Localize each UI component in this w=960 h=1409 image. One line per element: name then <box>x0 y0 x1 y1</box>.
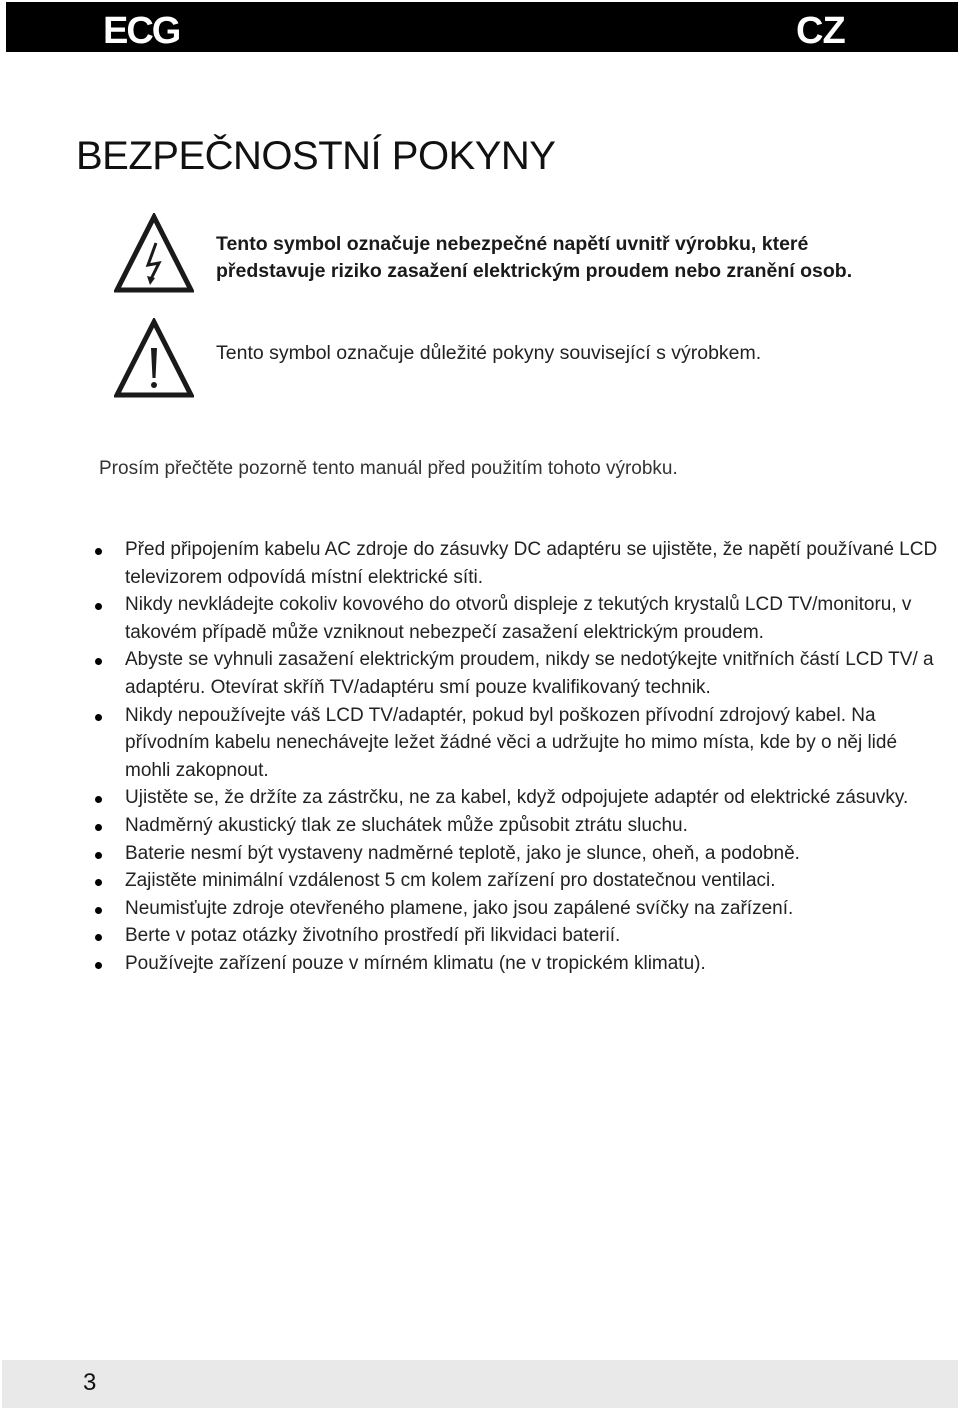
list-item: Baterie nesmí být vystaveny nadměrné teplotě, jako je slunce, oheň, a podobně. <box>95 840 945 868</box>
warning-important-text: Tento symbol označuje důležité pokyny související s výrobkem. <box>216 342 762 364</box>
intro-text: Prosím přečtěte pozorně tento manuál před použitím tohoto výrobku. <box>99 458 678 479</box>
list-item: Neumisťujte zdroje otevřeného plamene, jako jsou zapálené svíčky na zařízení. <box>95 895 945 923</box>
page-title: BEZPEČNOSTNÍ POKYNY <box>76 134 556 178</box>
list-item: Nadměrný akustický tlak ze sluchátek může způsobit ztrátu sluchu. <box>95 812 945 840</box>
list-item: Nikdy nevkládejte cokoliv kovového do otvorů displeje z tekutých krystalů LCD TV/monitoru, v takovém případě může vzniknout nebezpečí zasažení elektrickým proudem. <box>95 591 945 646</box>
header-bar <box>6 2 958 52</box>
language-code: CZ <box>796 10 845 52</box>
safety-list <box>95 536 945 978</box>
list-item: Abyste se vyhnuli zasažení elektrickým proudem, nikdy se nedotýkejte vnitřních částí LCD TV/ a adaptéru. Otevírat skříň TV/adaptéru smí pouze kvalifikovaný technik. <box>95 646 945 701</box>
electric-shock-warning-icon <box>114 213 194 293</box>
list-item: Používejte zařízení pouze v mírném klimatu (ne v tropickém klimatu). <box>95 950 945 978</box>
footer-bar <box>2 1360 958 1408</box>
warning-electric-text: Tento symbol označuje nebezpečné napětí uvnitř výrobku, které představuje riziko zasažení elektrickým proudem nebo zranění osob. <box>216 233 853 282</box>
brand-logo: ECG <box>103 10 180 52</box>
list-item: Před připojením kabelu AC zdroje do zásuvky DC adaptéru se ujistěte, že napětí používané LCD televizorem odpovídá místní elektrické síti. <box>95 536 945 591</box>
page-number: 3 <box>83 1369 97 1396</box>
list-item: Zajistěte minimální vzdálenost 5 cm kolem zařízení pro dostatečnou ventilaci. <box>95 867 945 895</box>
list-item: Berte v potaz otázky životního prostředí při likvidaci baterií. <box>95 922 945 950</box>
list-item: Ujistěte se, že držíte za zástrčku, ne za kabel, když odpojujete adaptér od elektrické zásuvky. <box>95 784 945 812</box>
list-item: Nikdy nepoužívejte váš LCD TV/adaptér, pokud byl poškozen přívodní zdrojový kabel. Na přívodním kabelu nenechávejte ležet žádné věci a udržujte ho mimo místa, kde by o něj lidé mohli zakopnout. <box>95 702 945 785</box>
exclamation-warning-icon <box>114 318 194 398</box>
